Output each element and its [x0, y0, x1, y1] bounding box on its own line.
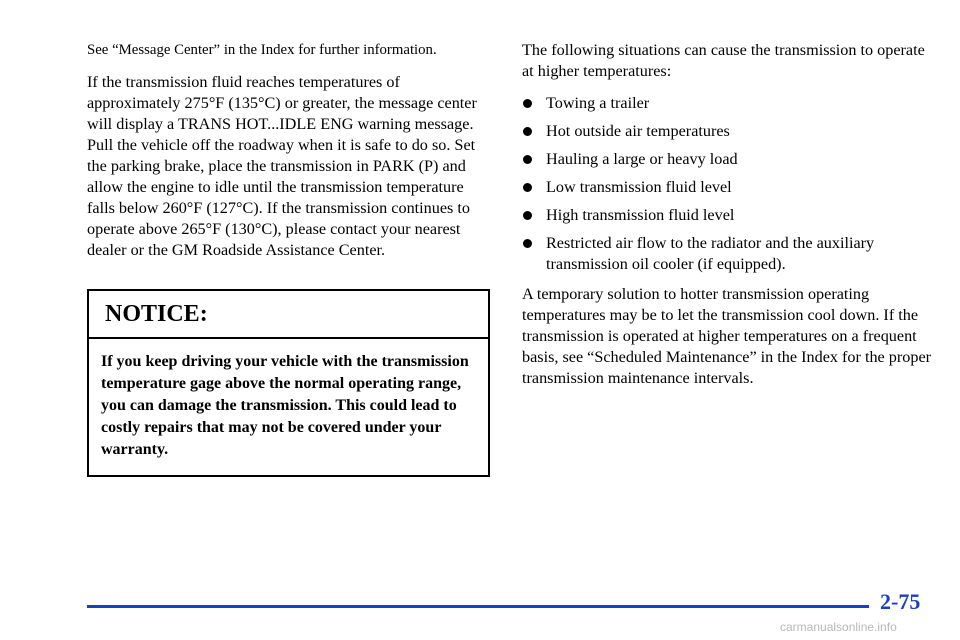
- bullet-icon: [523, 211, 532, 220]
- list-item-label: Low transmission fluid level: [546, 178, 732, 196]
- notice-box: [87, 289, 490, 477]
- list-item: [522, 121, 932, 142]
- list-item: [522, 205, 932, 226]
- list-item: [522, 93, 932, 114]
- list-item-label: High transmission fluid level: [546, 206, 735, 224]
- bullet-icon: [523, 239, 532, 248]
- footer-divider: [87, 605, 869, 608]
- situations-list: [522, 93, 932, 275]
- transmission-temp-paragraph: If the transmission fluid reaches temperatures of approximately 275°F (135°C) or greater, the message center will display a TRANS HOT...IDLE ENG warning message. Pull the vehicle off the roadway when it is safe to do so. Set the parking brake, place the transmission in PARK (P) and allow the engine to idle until the transmission temperature falls below 260°F (127°C). If the transmission continues to operate above 265°F (130°C), please contact your nearest dealer or the GM Roadside Assistance Center.: [87, 73, 477, 259]
- situations-intro: The following situations can cause the transmission to operate at higher temperatures:: [522, 41, 925, 80]
- list-item-label: Hot outside air temperatures: [546, 122, 730, 140]
- list-item: [522, 233, 932, 275]
- bullet-icon: [523, 127, 532, 136]
- page-number: 2-75: [880, 589, 921, 614]
- right-column: [522, 40, 932, 400]
- list-item: [522, 177, 932, 198]
- left-column: [87, 40, 493, 477]
- list-item-label: Towing a trailer: [546, 94, 650, 112]
- bullet-icon: [523, 183, 532, 192]
- bullet-icon: [523, 99, 532, 108]
- list-item-label: Hauling a large or heavy load: [546, 150, 738, 168]
- notice-title: NOTICE:: [89, 291, 488, 339]
- list-item-label: Restricted air flow to the radiator and the auxiliary transmission oil cooler (if equipped).: [546, 234, 875, 273]
- intro-text: See “Message Center” in the Index for further information.: [87, 42, 437, 58]
- list-item: [522, 149, 932, 170]
- closing-paragraph: A temporary solution to hotter transmission operating temperatures may be to let the transmission cool down. If the transmission is operated at higher temperatures on a frequent basis, see “Scheduled Maintenance” in the Index for the proper transmission maintenance intervals.: [522, 285, 932, 387]
- notice-text: If you keep driving your vehicle with the transmission temperature gage above the normal operating range, you can damage the transmission. This could lead to costly repairs that may not be covered under your warranty.: [101, 353, 469, 458]
- bullet-icon: [523, 155, 532, 164]
- watermark: carmanualsonline.info: [780, 620, 897, 634]
